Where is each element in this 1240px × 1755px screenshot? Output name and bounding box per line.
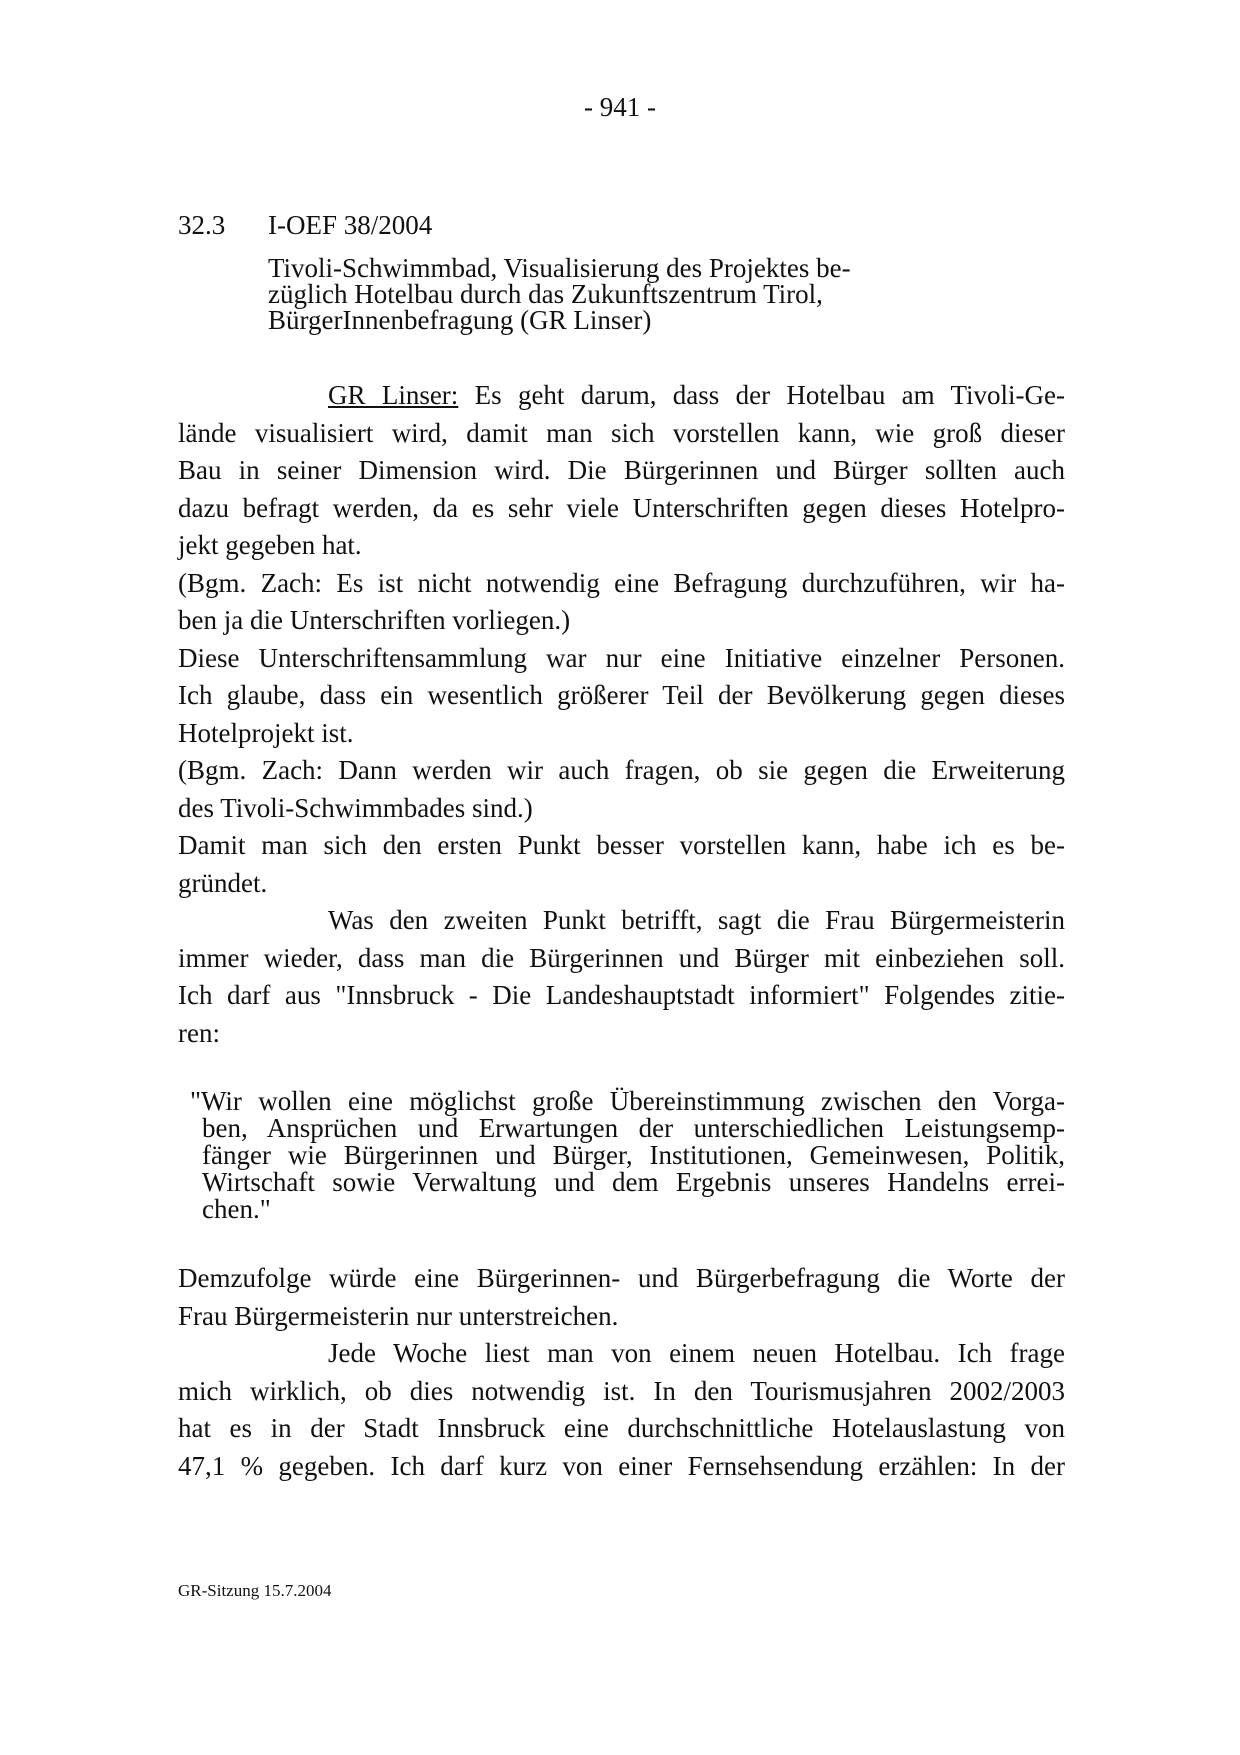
quote-line: Wirtschaft sowie Verwaltung und dem Ergebnis unseres Handelns errei- bbox=[202, 1167, 1065, 1197]
speech-line: Was den zweiten Punkt betrifft, sagt die Frau Bürgermeisterin bbox=[328, 905, 1065, 935]
speech-line: Diese Unterschriftensammlung war nur eine Initiative einzelner Personen. bbox=[178, 642, 1065, 673]
speech-line: gründet. bbox=[178, 867, 268, 898]
title-line: BürgerInnenbefragung (GR Linser) bbox=[268, 305, 652, 335]
speech-line: mich wirklich, ob dies notwendig ist. In den Tourismusjahren 2002/2003 bbox=[178, 1375, 1065, 1406]
agenda-item-code: I-OEF 38/2004 bbox=[268, 210, 433, 240]
page-number: - 941 - bbox=[584, 92, 656, 122]
speech-line: Frau Bürgermeisterin nur unterstreichen. bbox=[178, 1300, 619, 1331]
interjection-line: (Bgm. Zach: Es ist nicht notwendig eine Befragung durchzuführen, wir ha- bbox=[178, 567, 1065, 598]
title-line: Tivoli-Schwimmbad, Visualisierung des Projektes be- bbox=[268, 253, 851, 283]
speech-first-line bbox=[178, 377, 1065, 415]
speech-line: Damit man sich den ersten Punkt besser vorstellen kann, habe ich es be- bbox=[178, 830, 1065, 860]
speech-line: dazu befragt werden, da es sehr viele Unterschriften gegen dieses Hotelpro- bbox=[178, 492, 1065, 523]
speech-line: Hotelprojekt ist. bbox=[178, 717, 354, 748]
speech-line: Jede Woche liest man von einem neuen Hotelbau. Ich frage bbox=[328, 1338, 1065, 1368]
speech-line: 47,1 % gegeben. Ich darf kurz von einer Fernsehsendung erzählen: In der bbox=[178, 1450, 1065, 1481]
speech-line: Bau in seiner Dimension wird. Die Bürgerinnen und Bürger sollten auch bbox=[178, 455, 1065, 485]
speech-line: Ich glaube, dass ein wesentlich größerer Teil der Bevölkerung gegen dieses bbox=[178, 680, 1065, 710]
page-footer: GR-Sitzung 15.7.2004 bbox=[178, 1581, 332, 1600]
title-line: züglich Hotelbau durch das Zukunftszentrum Tirol, bbox=[268, 279, 823, 309]
quotation-block bbox=[190, 1088, 1065, 1223]
speech-body-2 bbox=[178, 1260, 1065, 1485]
speaker-name: GR Linser: bbox=[328, 380, 459, 410]
speech-line: Demzufolge würde eine Bürgerinnen- und Bürgerbefragung die Worte der bbox=[178, 1263, 1065, 1293]
interjection-line: (Bgm. Zach: Dann werden wir auch fragen, ob sie gegen die Erweiterung bbox=[178, 755, 1065, 785]
quote-line: ben, Ansprüchen und Erwartungen der unterschiedlichen Leistungsemp- bbox=[202, 1113, 1065, 1143]
interjection-line: des Tivoli-Schwimmbades sind.) bbox=[178, 792, 533, 823]
agenda-item-title bbox=[268, 255, 851, 333]
interjection-line: ben ja die Unterschriften vorliegen.) bbox=[178, 605, 571, 635]
agenda-item-number: 32.3 bbox=[178, 210, 226, 240]
speech-line: Ich darf aus "Innsbruck - Die Landeshauptstadt informiert" Folgendes zitie- bbox=[178, 980, 1065, 1010]
speech-body-1 bbox=[178, 377, 1065, 1052]
speech-line: lände visualisiert wird, damit man sich vorstellen kann, wie groß dieser bbox=[178, 417, 1065, 448]
quote-line: fänger wie Bürgerinnen und Bürger, Institutionen, Gemeinwesen, Politik, bbox=[202, 1140, 1065, 1170]
speech-line: hat es in der Stadt Innsbruck eine durchschnittliche Hotelauslastung von bbox=[178, 1413, 1065, 1443]
speech-line: Es geht darum, dass der Hotelbau am Tivoli-Ge- bbox=[458, 380, 1065, 410]
speech-line: ren: bbox=[178, 1017, 220, 1048]
quote-line: chen." bbox=[202, 1194, 271, 1224]
speech-line: immer wieder, dass man die Bürgerinnen und Bürger mit einbeziehen soll. bbox=[178, 942, 1065, 973]
speech-line: jekt gegeben hat. bbox=[178, 530, 362, 560]
quote-line: "Wir wollen eine möglichst große Übereinstimmung zwischen den Vorga- bbox=[190, 1086, 1065, 1116]
